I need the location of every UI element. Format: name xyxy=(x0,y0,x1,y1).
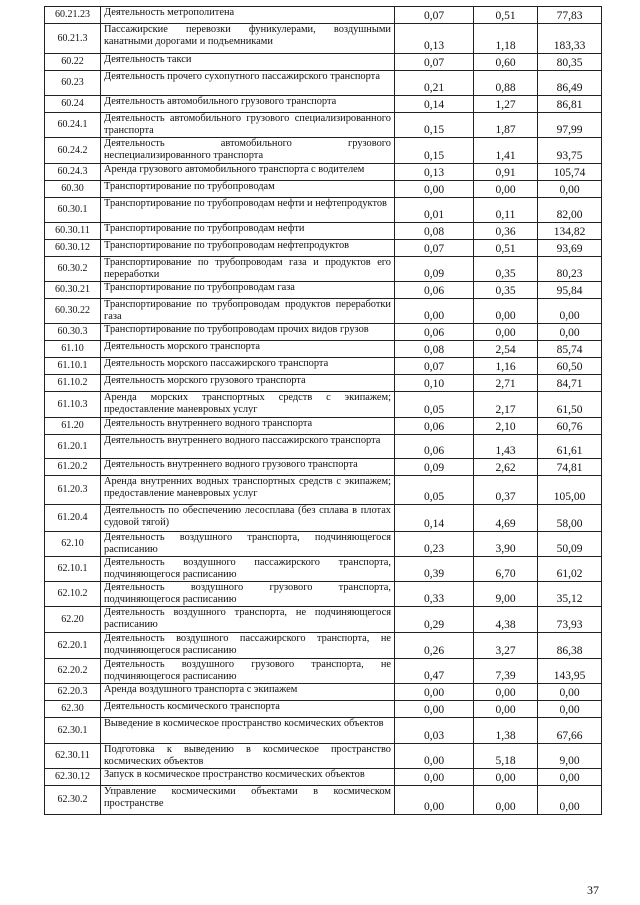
value-2-cell: 2,62 xyxy=(474,459,538,476)
value-2-cell: 0,51 xyxy=(474,7,538,24)
value-3-cell: 134,82 xyxy=(538,223,602,240)
table-body xyxy=(45,7,602,815)
value-1-cell: 0,00 xyxy=(395,181,474,198)
name-cell: Выведение в космическое пространство космических объектов xyxy=(101,718,395,744)
code-cell: 60.30.2 xyxy=(45,257,101,282)
value-2-cell: 2,10 xyxy=(474,418,538,435)
table-row xyxy=(45,96,602,113)
value-3-cell: 86,38 xyxy=(538,633,602,659)
value-2-cell: 0,37 xyxy=(474,476,538,505)
name-cell: Деятельность морского грузового транспорта xyxy=(101,375,395,392)
table-row xyxy=(45,240,602,257)
code-cell: 60.22 xyxy=(45,54,101,71)
value-1-cell: 0,03 xyxy=(395,718,474,744)
code-cell: 60.30.12 xyxy=(45,240,101,257)
value-3-cell: 74,81 xyxy=(538,459,602,476)
value-1-cell: 0,05 xyxy=(395,392,474,418)
value-2-cell: 0,60 xyxy=(474,54,538,71)
value-3-cell: 80,35 xyxy=(538,54,602,71)
name-cell: Пассажирские перевозки фуникулерами, воздушными канатными дорогами и подъемниками xyxy=(101,24,395,54)
name-cell: Подготовка к выведению в космическое пространство космических объектов xyxy=(101,744,395,769)
value-3-cell: 0,00 xyxy=(538,299,602,324)
value-2-cell: 1,41 xyxy=(474,138,538,164)
value-3-cell: 61,61 xyxy=(538,435,602,459)
value-2-cell: 9,00 xyxy=(474,582,538,607)
table-row xyxy=(45,282,602,299)
code-cell: 62.30.1 xyxy=(45,718,101,744)
value-1-cell: 0,00 xyxy=(395,744,474,769)
value-2-cell: 0,00 xyxy=(474,701,538,718)
table-row xyxy=(45,582,602,607)
code-cell: 62.20.2 xyxy=(45,659,101,684)
value-3-cell: 58,00 xyxy=(538,505,602,532)
value-1-cell: 0,00 xyxy=(395,769,474,786)
table-row xyxy=(45,181,602,198)
table-row xyxy=(45,7,602,24)
name-cell: Управление космическими объектами в космическом пространстве xyxy=(101,786,395,815)
table-row xyxy=(45,557,602,582)
code-cell: 61.20.1 xyxy=(45,435,101,459)
value-3-cell: 73,93 xyxy=(538,607,602,633)
value-2-cell: 3,90 xyxy=(474,532,538,557)
code-cell: 60.24 xyxy=(45,96,101,113)
code-cell: 62.30.11 xyxy=(45,744,101,769)
table-row xyxy=(45,684,602,701)
table-row xyxy=(45,418,602,435)
name-cell: Деятельность воздушного пассажирского транспорта, не подчиняющегося расписанию xyxy=(101,633,395,659)
value-2-cell: 1,38 xyxy=(474,718,538,744)
table-row xyxy=(45,71,602,96)
value-3-cell: 9,00 xyxy=(538,744,602,769)
value-2-cell: 0,88 xyxy=(474,71,538,96)
value-3-cell: 0,00 xyxy=(538,324,602,341)
code-cell: 61.10.2 xyxy=(45,375,101,392)
value-2-cell: 2,71 xyxy=(474,375,538,392)
code-cell: 61.20.2 xyxy=(45,459,101,476)
value-1-cell: 0,07 xyxy=(395,240,474,257)
value-3-cell: 0,00 xyxy=(538,769,602,786)
value-1-cell: 0,21 xyxy=(395,71,474,96)
table-row xyxy=(45,341,602,358)
value-3-cell: 0,00 xyxy=(538,786,602,815)
value-3-cell: 95,84 xyxy=(538,282,602,299)
value-3-cell: 0,00 xyxy=(538,701,602,718)
value-1-cell: 0,15 xyxy=(395,138,474,164)
value-3-cell: 60,76 xyxy=(538,418,602,435)
code-cell: 62.30 xyxy=(45,701,101,718)
table-row xyxy=(45,54,602,71)
value-2-cell: 0,00 xyxy=(474,786,538,815)
name-cell: Деятельность космического транспорта xyxy=(101,701,395,718)
table-row xyxy=(45,718,602,744)
table-row xyxy=(45,701,602,718)
table-row xyxy=(45,257,602,282)
value-3-cell: 82,00 xyxy=(538,198,602,223)
value-2-cell: 1,87 xyxy=(474,113,538,138)
table-row xyxy=(45,476,602,505)
code-cell: 62.20.3 xyxy=(45,684,101,701)
code-cell: 61.20.3 xyxy=(45,476,101,505)
value-3-cell: 85,74 xyxy=(538,341,602,358)
table-row xyxy=(45,223,602,240)
value-3-cell: 50,09 xyxy=(538,532,602,557)
value-1-cell: 0,00 xyxy=(395,701,474,718)
code-cell: 62.20 xyxy=(45,607,101,633)
name-cell: Транспортирование по трубопроводам газа xyxy=(101,282,395,299)
value-1-cell: 0,13 xyxy=(395,24,474,54)
code-cell: 62.10.1 xyxy=(45,557,101,582)
value-1-cell: 0,26 xyxy=(395,633,474,659)
name-cell: Деятельность автомобильного грузового специализированного транспорта xyxy=(101,113,395,138)
name-cell: Деятельность автомобильного грузового транспорта xyxy=(101,96,395,113)
code-cell: 60.30.21 xyxy=(45,282,101,299)
value-2-cell: 4,69 xyxy=(474,505,538,532)
code-cell: 60.21.3 xyxy=(45,24,101,54)
value-3-cell: 80,23 xyxy=(538,257,602,282)
name-cell: Транспортирование по трубопроводам газа и продуктов его переработки xyxy=(101,257,395,282)
code-cell: 60.30.1 xyxy=(45,198,101,223)
value-1-cell: 0,06 xyxy=(395,282,474,299)
value-1-cell: 0,06 xyxy=(395,418,474,435)
value-3-cell: 0,00 xyxy=(538,181,602,198)
code-cell: 61.10.3 xyxy=(45,392,101,418)
value-2-cell: 0,91 xyxy=(474,164,538,181)
name-cell: Аренда воздушного транспорта с экипажем xyxy=(101,684,395,701)
table-row xyxy=(45,164,602,181)
value-2-cell: 3,27 xyxy=(474,633,538,659)
value-3-cell: 143,95 xyxy=(538,659,602,684)
value-3-cell: 86,81 xyxy=(538,96,602,113)
table-row xyxy=(45,24,602,54)
value-1-cell: 0,06 xyxy=(395,324,474,341)
value-1-cell: 0,01 xyxy=(395,198,474,223)
table-row xyxy=(45,607,602,633)
value-3-cell: 84,71 xyxy=(538,375,602,392)
value-1-cell: 0,00 xyxy=(395,299,474,324)
value-3-cell: 105,74 xyxy=(538,164,602,181)
code-cell: 62.20.1 xyxy=(45,633,101,659)
code-cell: 60.30 xyxy=(45,181,101,198)
name-cell: Деятельность внутреннего водного пассажирского транспорта xyxy=(101,435,395,459)
name-cell: Деятельность такси xyxy=(101,54,395,71)
value-2-cell: 0,51 xyxy=(474,240,538,257)
table-row xyxy=(45,113,602,138)
name-cell: Аренда морских транспортных средств с экипажем; предоставление маневровых услуг xyxy=(101,392,395,418)
name-cell: Запуск в космическое пространство космических объектов xyxy=(101,769,395,786)
code-cell: 61.10.1 xyxy=(45,358,101,375)
value-3-cell: 97,99 xyxy=(538,113,602,138)
code-cell: 60.24.2 xyxy=(45,138,101,164)
code-cell: 60.30.3 xyxy=(45,324,101,341)
value-1-cell: 0,00 xyxy=(395,684,474,701)
value-2-cell: 2,17 xyxy=(474,392,538,418)
code-cell: 62.30.12 xyxy=(45,769,101,786)
value-1-cell: 0,07 xyxy=(395,54,474,71)
code-cell: 60.24.3 xyxy=(45,164,101,181)
name-cell: Транспортирование по трубопроводам нефти и нефтепродуктов xyxy=(101,198,395,223)
value-1-cell: 0,13 xyxy=(395,164,474,181)
name-cell: Деятельность метрополитена xyxy=(101,7,395,24)
name-cell: Транспортирование по трубопроводам нефтепродуктов xyxy=(101,240,395,257)
value-1-cell: 0,08 xyxy=(395,223,474,240)
name-cell: Транспортирование по трубопроводам прочих видов грузов xyxy=(101,324,395,341)
name-cell: Деятельность воздушного транспорта, не подчиняющегося расписанию xyxy=(101,607,395,633)
table-row xyxy=(45,138,602,164)
value-3-cell: 60,50 xyxy=(538,358,602,375)
value-2-cell: 5,18 xyxy=(474,744,538,769)
table-row xyxy=(45,358,602,375)
code-cell: 61.10 xyxy=(45,341,101,358)
value-1-cell: 0,00 xyxy=(395,786,474,815)
value-1-cell: 0,33 xyxy=(395,582,474,607)
name-cell: Деятельность по обеспечению лесосплава (без сплава в плотах судовой тягой) xyxy=(101,505,395,532)
value-3-cell: 61,02 xyxy=(538,557,602,582)
code-cell: 61.20.4 xyxy=(45,505,101,532)
value-3-cell: 61,50 xyxy=(538,392,602,418)
value-2-cell: 0,00 xyxy=(474,769,538,786)
table-row xyxy=(45,769,602,786)
value-3-cell: 35,12 xyxy=(538,582,602,607)
value-1-cell: 0,15 xyxy=(395,113,474,138)
code-cell: 60.30.22 xyxy=(45,299,101,324)
value-3-cell: 105,00 xyxy=(538,476,602,505)
activity-table xyxy=(44,6,602,815)
table-row xyxy=(45,532,602,557)
value-1-cell: 0,14 xyxy=(395,505,474,532)
value-2-cell: 1,43 xyxy=(474,435,538,459)
table-row xyxy=(45,505,602,532)
value-1-cell: 0,23 xyxy=(395,532,474,557)
value-1-cell: 0,05 xyxy=(395,476,474,505)
value-1-cell: 0,47 xyxy=(395,659,474,684)
value-3-cell: 93,69 xyxy=(538,240,602,257)
table-row xyxy=(45,659,602,684)
name-cell: Аренда грузового автомобильного транспорта с водителем xyxy=(101,164,395,181)
code-cell: 62.30.2 xyxy=(45,786,101,815)
value-1-cell: 0,09 xyxy=(395,459,474,476)
value-3-cell: 67,66 xyxy=(538,718,602,744)
name-cell: Транспортирование по трубопроводам xyxy=(101,181,395,198)
name-cell: Деятельность воздушного грузового транспорта, подчиняющегося расписанию xyxy=(101,582,395,607)
value-3-cell: 86,49 xyxy=(538,71,602,96)
value-3-cell: 93,75 xyxy=(538,138,602,164)
value-1-cell: 0,09 xyxy=(395,257,474,282)
table-row xyxy=(45,744,602,769)
value-2-cell: 0,00 xyxy=(474,299,538,324)
name-cell: Деятельность воздушного транспорта, подчиняющегося расписанию xyxy=(101,532,395,557)
table-row xyxy=(45,375,602,392)
name-cell: Деятельность прочего сухопутного пассажирского транспорта xyxy=(101,71,395,96)
code-cell: 62.10 xyxy=(45,532,101,557)
code-cell: 62.10.2 xyxy=(45,582,101,607)
name-cell: Деятельность внутреннего водного транспорта xyxy=(101,418,395,435)
value-1-cell: 0,14 xyxy=(395,96,474,113)
code-cell: 60.24.1 xyxy=(45,113,101,138)
code-cell: 60.23 xyxy=(45,71,101,96)
code-cell: 60.21.23 xyxy=(45,7,101,24)
name-cell: Деятельность морского пассажирского транспорта xyxy=(101,358,395,375)
page-number: 37 xyxy=(587,883,599,897)
value-3-cell: 77,83 xyxy=(538,7,602,24)
name-cell: Деятельность воздушного пассажирского транспорта, подчиняющегося расписанию xyxy=(101,557,395,582)
name-cell: Деятельность внутреннего водного грузового транспорта xyxy=(101,459,395,476)
value-2-cell: 6,70 xyxy=(474,557,538,582)
value-3-cell: 0,00 xyxy=(538,684,602,701)
value-2-cell: 2,54 xyxy=(474,341,538,358)
table-row xyxy=(45,198,602,223)
value-2-cell: 0,11 xyxy=(474,198,538,223)
value-1-cell: 0,07 xyxy=(395,7,474,24)
name-cell: Транспортирование по трубопроводам нефти xyxy=(101,223,395,240)
name-cell: Деятельность морского транспорта xyxy=(101,341,395,358)
table-row xyxy=(45,435,602,459)
value-2-cell: 1,27 xyxy=(474,96,538,113)
value-1-cell: 0,06 xyxy=(395,435,474,459)
name-cell: Деятельность автомобильного грузового неспециализированного транспорта xyxy=(101,138,395,164)
value-2-cell: 0,00 xyxy=(474,684,538,701)
value-2-cell: 7,39 xyxy=(474,659,538,684)
name-cell: Аренда внутренних водных транспортных средств с экипажем; предоставление маневровых услуг xyxy=(101,476,395,505)
value-1-cell: 0,29 xyxy=(395,607,474,633)
code-cell: 60.30.11 xyxy=(45,223,101,240)
name-cell: Деятельность воздушного грузового транспорта, не подчиняющегося расписанию xyxy=(101,659,395,684)
table-row xyxy=(45,299,602,324)
value-1-cell: 0,08 xyxy=(395,341,474,358)
table-row xyxy=(45,324,602,341)
table-row xyxy=(45,392,602,418)
value-3-cell: 183,33 xyxy=(538,24,602,54)
value-2-cell: 0,00 xyxy=(474,181,538,198)
value-2-cell: 4,38 xyxy=(474,607,538,633)
value-2-cell: 0,36 xyxy=(474,223,538,240)
code-cell: 61.20 xyxy=(45,418,101,435)
value-2-cell: 1,18 xyxy=(474,24,538,54)
value-2-cell: 0,35 xyxy=(474,257,538,282)
name-cell: Транспортирование по трубопроводам продуктов переработки газа xyxy=(101,299,395,324)
table-row xyxy=(45,459,602,476)
value-2-cell: 1,16 xyxy=(474,358,538,375)
value-1-cell: 0,39 xyxy=(395,557,474,582)
table-row xyxy=(45,633,602,659)
value-1-cell: 0,10 xyxy=(395,375,474,392)
table-row xyxy=(45,786,602,815)
value-1-cell: 0,07 xyxy=(395,358,474,375)
value-2-cell: 0,35 xyxy=(474,282,538,299)
value-2-cell: 0,00 xyxy=(474,324,538,341)
